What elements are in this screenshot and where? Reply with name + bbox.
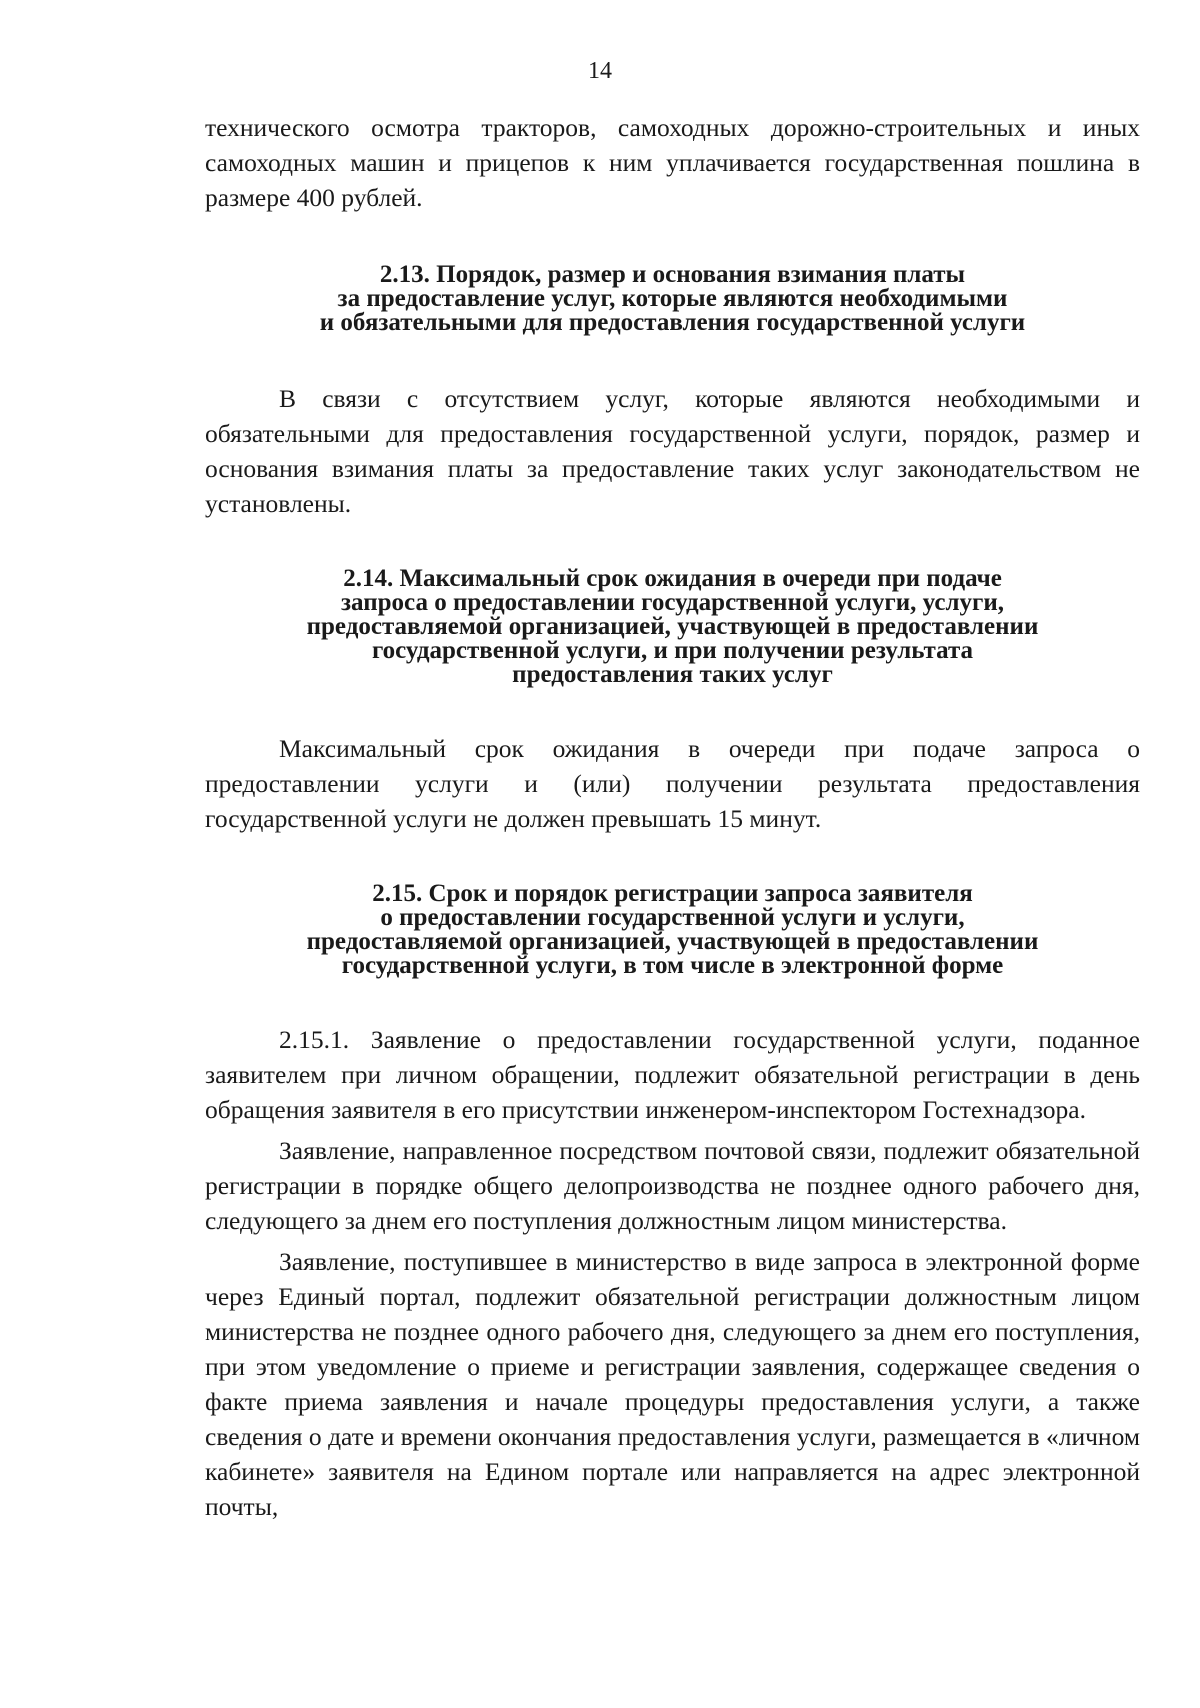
heading-line: государственной услуги, в том числе в электронной форме xyxy=(341,952,1004,979)
heading-line: 2.15. Срок и порядок регистрации запроса заявителя xyxy=(372,880,973,907)
heading-line: предоставляемой организацией, участвующей в предоставлении xyxy=(306,613,1039,640)
heading-line: предоставления таких услуг xyxy=(512,661,833,688)
intro-paragraph: технического осмотра тракторов, самоходных дорожно-строительных и иных самоходных машин и прицепов к ним уплачивается государственная пошлина в размере 400 рублей. xyxy=(205,113,1140,212)
heading-line: 2.14. Максимальный срок ожидания в очереди при подаче xyxy=(343,565,1002,592)
page-number: 14 xyxy=(588,58,612,84)
heading-line: о предоставлении государственной услуги и услуги, xyxy=(380,904,965,931)
page-content xyxy=(205,110,1140,1524)
heading-line: государственной услуги, и при получении результата xyxy=(371,637,974,664)
heading-line: за предоставление услуг, которые являются необходимыми xyxy=(337,285,1008,312)
section-2-15-postal-paragraph: Заявление, направленное посредством почтовой связи, подлежит обязательной регистрации в порядке общего делопроизводства не позднее одного рабочего дня, следующего за днем его поступления должностным лицом министерства. xyxy=(205,1136,1140,1235)
section-2-14-paragraph: Максимальный срок ожидания в очереди при подаче запроса о предоставлении услуги и (или) получении результата предоставления государственной услуги не должен превышать 15 минут. xyxy=(205,734,1140,833)
section-2-15-1-paragraph: 2.15.1. Заявление о предоставлении государственной услуги, поданное заявителем при личном обращении, подлежит обязательной регистрации в день обращения заявителя в его присутствии инженером-инспектором Гостехнадзора. xyxy=(205,1025,1140,1124)
section-2-15-electronic-paragraph: Заявление, поступившее в министерство в виде запроса в электронной форме через Единый портал, подлежит обязательной регистрации должностным лицом министерства не позднее одного рабочего дня, следующего за днем его поступления, при этом уведомление о приеме и регистрации заявления, содержащее сведения о факте приема заявления и начале процедуры предоставления услуги, а также сведения о дате и времени окончания предоставления услуги, размещается в «личном кабинете» заявителя на Едином портале или направляется на адрес электронной почты, xyxy=(205,1247,1140,1521)
heading-line: 2.13. Порядок, размер и основания взимания платы xyxy=(379,261,966,288)
section-2-13-paragraph: В связи с отсутствием услуг, которые являются необходимыми и обязательными для предоставления государственной услуги, порядок, размер и основания взимания платы за предоставление таких услуг законодательством не установлены. xyxy=(205,384,1140,518)
heading-line: и обязательными для предоставления государственной услуги xyxy=(319,309,1026,336)
section-heading-2-13 xyxy=(205,263,1140,335)
section-heading-2-15 xyxy=(205,882,1140,978)
heading-line: предоставляемой организацией, участвующей в предоставлении xyxy=(306,928,1039,955)
heading-line: запроса о предоставлении государственной услуги, услуги, xyxy=(341,589,1004,616)
section-heading-2-14 xyxy=(205,567,1140,687)
